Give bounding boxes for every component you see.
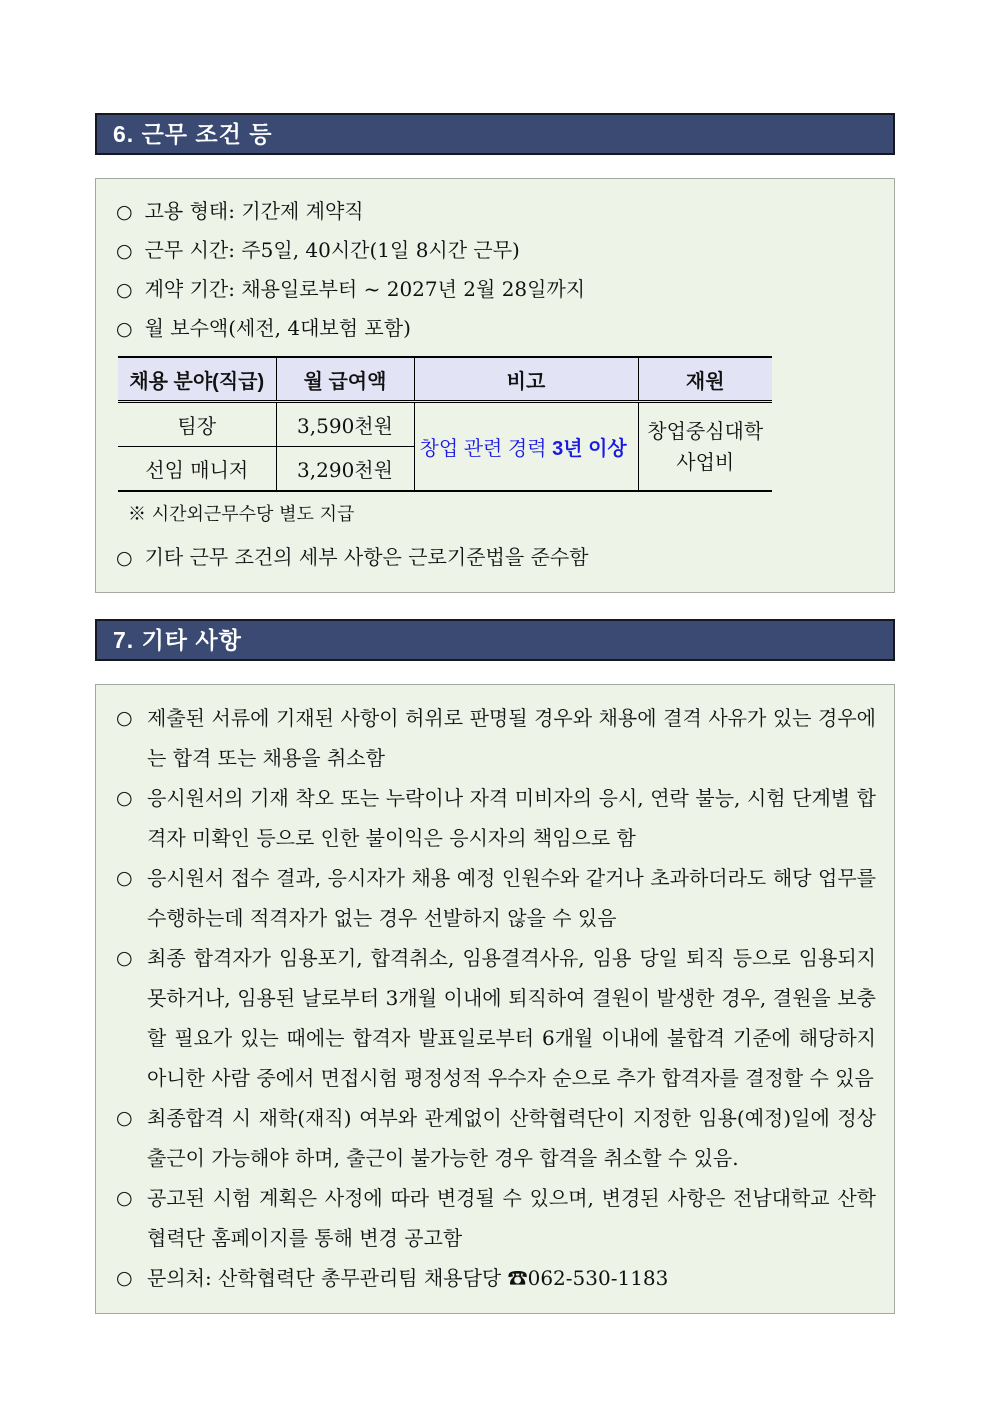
bullet-additional-pass [116, 938, 876, 1098]
bullet-contact-info [116, 1258, 876, 1298]
cell-salary: 3,290천원 [276, 447, 414, 492]
section-6-title: 6. 근무 조건 등 [113, 121, 273, 147]
remark-bold-text: 3년 이상 [552, 438, 627, 460]
circle-bullet-icon: ○ [116, 1267, 133, 1289]
remark-text: 창업 관련 경력 [419, 438, 553, 460]
bullet-contract-period [116, 270, 876, 309]
circle-bullet-icon: ○ [116, 240, 133, 262]
column-header-remark: 비고 [414, 357, 638, 402]
salary-table-header-row [118, 357, 772, 402]
bullet-other-conditions [116, 538, 876, 577]
bullet-working-hours [116, 231, 876, 270]
bullet-application-errors [116, 778, 876, 858]
cell-salary: 3,590천원 [276, 402, 414, 447]
circle-bullet-icon: ○ [116, 318, 133, 340]
table-row [118, 402, 772, 447]
bullet-text: 응시원서의 기재 착오 또는 누락이나 자격 미비자의 응시, 연락 불능, 시험 단계별 합격자 미확인 등으로 인한 불이익은 응시자의 책임으로 함 [147, 786, 876, 850]
bullet-schedule-change [116, 1178, 876, 1258]
bullet-text: 월 보수액(세전, 4대보험 포함) [144, 316, 411, 340]
circle-bullet-icon: ○ [116, 547, 133, 569]
bullet-text: 기타 근무 조건의 세부 사항은 근로기준법을 준수함 [144, 545, 589, 569]
bullet-text: 계약 기간: 채용일로부터 ~ 2027년 2월 28일까지 [144, 277, 586, 301]
bullet-false-statement [116, 698, 876, 778]
salary-table [118, 356, 772, 492]
bullet-no-selection [116, 858, 876, 938]
circle-bullet-icon: ○ [116, 947, 133, 969]
circle-bullet-icon: ○ [116, 1187, 133, 1209]
circle-bullet-icon: ○ [116, 787, 133, 809]
section-6-header [95, 113, 895, 155]
overtime-footnote: ※ 시간외근무수당 별도 지급 [128, 504, 355, 525]
bullet-text: 응시원서 접수 결과, 응시자가 채용 예정 인원수와 같거나 초과하더라도 해당 업무를 수행하는데 적격자가 없는 경우 선발하지 않을 수 있음 [147, 866, 876, 930]
column-header-salary: 월 급여액 [276, 357, 414, 402]
bullet-employment-type [116, 192, 876, 231]
cell-position: 선임 매니저 [145, 458, 249, 482]
circle-bullet-icon: ○ [116, 201, 133, 223]
document-content [95, 113, 895, 1340]
bullet-text: 근무 시간: 주5일, 40시간(1일 8시간 근무) [144, 238, 520, 262]
bullet-text: 제출된 서류에 기재된 사항이 허위로 판명될 경우와 채용에 결격 사유가 있는 경우에는 합격 또는 채용을 취소함 [147, 706, 876, 770]
column-header-funding: 재원 [638, 357, 772, 402]
section-7-header [95, 619, 895, 661]
bullet-attendance-requirement [116, 1098, 876, 1178]
circle-bullet-icon: ○ [116, 1107, 133, 1129]
column-header-field: 채용 분야(직급) [118, 357, 276, 402]
cell-remark [414, 402, 638, 492]
bullet-text: 고용 형태: 기간제 계약직 [144, 199, 364, 223]
section-7-box [95, 684, 895, 1314]
circle-bullet-icon: ○ [116, 867, 133, 889]
circle-bullet-icon: ○ [116, 279, 133, 301]
cell-funding: 창업중심대학 사업비 [638, 402, 772, 492]
section-7-title: 7. 기타 사항 [113, 627, 242, 653]
bullet-text: 공고된 시험 계획은 사정에 따라 변경될 수 있으며, 변경된 사항은 전남대학교 산학협력단 홈페이지를 통해 변경 공고함 [147, 1186, 876, 1250]
bullet-text: 최종 합격자가 임용포기, 합격취소, 임용결격사유, 임용 당일 퇴직 등으로 임용되지 못하거나, 임용된 날로부터 3개월 이내에 퇴직하여 결원이 발생한 경우, 결원을 보충할 필요가 있는 때에는 합격자 발표일로부터 6개월 이내에 불합격 기준에 해당하지 아니한 사람 중에서 면접시험 평정성적 우수자 순으로 추가 합격자를 결정할 수 있음 [147, 946, 876, 1090]
circle-bullet-icon: ○ [116, 707, 133, 729]
bullet-monthly-pay [116, 309, 876, 348]
bullet-text: 최종합격 시 재학(재직) 여부와 관계없이 산학협력단이 지정한 임용(예정)일에 정상출근이 가능해야 하며, 출근이 불가능한 경우 합격을 취소할 수 있음. [147, 1106, 876, 1170]
cell-position: 팀장 [118, 402, 276, 447]
bullet-text: 문의처: 산학협력단 총무관리팀 채용담당 ☎062-530-1183 [147, 1266, 669, 1290]
section-6-box [95, 178, 895, 593]
